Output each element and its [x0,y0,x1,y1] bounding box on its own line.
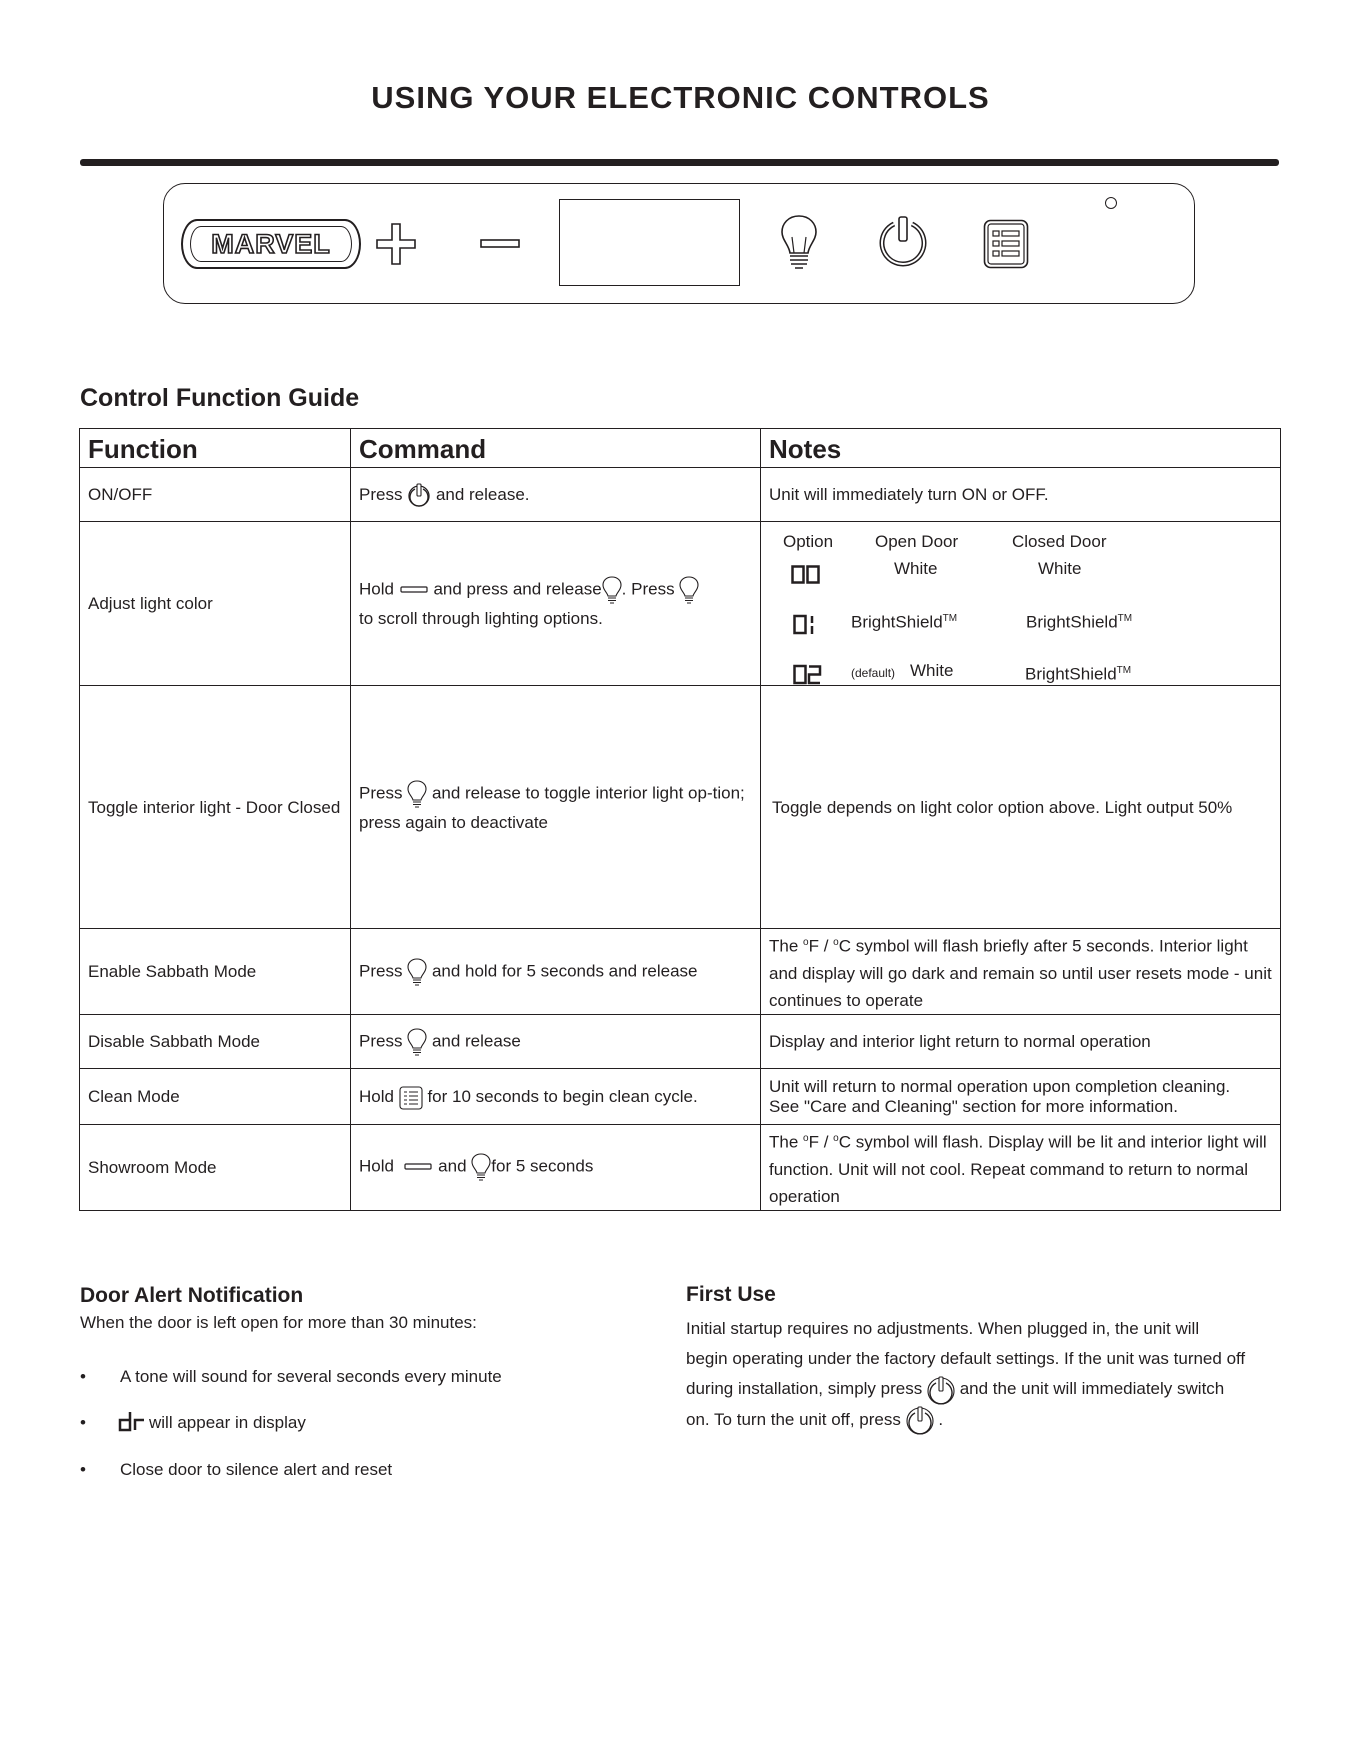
clean-mode-icon [399,1086,423,1110]
list-item: • Close door to silence alert and reset [80,1460,393,1479]
logo-text: MARVEL [211,228,331,259]
light-bulb-icon [407,779,427,809]
command-cell: Press and release. [351,468,761,522]
minus-icon [403,1162,433,1172]
table-header-row [80,429,1281,468]
power-icon [927,1375,955,1405]
table-row [80,1015,1281,1069]
command-cell: Press and hold for 5 seconds and release [351,929,761,1015]
notes-cell [761,522,1281,686]
function-cell: Enable Sabbath Mode [80,929,351,1015]
first-use-heading: First Use [686,1283,776,1306]
header-command: Command [351,429,761,468]
display-code-00 [791,565,821,585]
notes-cell: Unit will immediately turn ON or OFF. [761,468,1281,522]
function-cell: Clean Mode [80,1069,351,1125]
notes-cell: The $^o$F / $^o$C symbol will flash briefly after 5 seconds. Interior light and display will go dark and remain so until user resets mode - unit continues to operate [761,929,1281,1015]
panel-display [559,199,740,286]
light-bulb-icon [407,957,427,987]
title-divider [80,159,1279,166]
header-notes: Notes [761,429,1281,468]
light-bulb-icon [407,1027,427,1057]
light-bulb-icon [679,575,699,605]
option-00-closed: White [1038,559,1082,578]
option-02-open: White [910,661,954,680]
option-02-closed: BrightShield™ [1025,664,1132,684]
minus-icon [480,238,522,250]
notes-cell: Display and interior light return to normal operation [761,1015,1281,1069]
function-cell: Disable Sabbath Mode [80,1015,351,1069]
table-row [80,686,1281,929]
power-icon [906,1405,934,1435]
light-bulb-icon [779,213,819,271]
power-icon [878,215,928,267]
table-row [80,1069,1281,1125]
command-cell: Hold and press and release . Press to scroll through lighting options. [351,522,761,686]
page-title: USING YOUR ELECTRONIC CONTROLS [371,80,990,115]
command-cell: Hold and for 5 seconds [351,1125,761,1211]
option-00-open: White [894,559,938,578]
light-options-grid [761,522,1280,684]
light-bulb-icon [602,575,622,605]
table-row [80,468,1281,522]
option-02-default: (default) [851,666,896,680]
table-row [80,522,1281,686]
light-bulb-icon [471,1152,491,1182]
header-function: Function [80,429,351,468]
display-code-02 [793,664,823,686]
minus-icon [399,585,429,595]
command-cell: Hold for 10 seconds to begin clean cycle. [351,1069,761,1125]
door-alert-heading: Door Alert Notification [80,1284,304,1307]
indicator-led [1105,197,1117,209]
option-01-open: BrightShield™ [851,612,958,632]
guide-heading: Control Function Guide [80,384,360,412]
list-item: • will appear in display [80,1413,306,1432]
col-open-label: Open Door [875,532,959,551]
function-cell: Toggle interior light - Door Closed [80,686,351,929]
option-01-closed: BrightShield™ [1026,612,1133,632]
table-row [80,1125,1281,1211]
function-cell: Showroom Mode [80,1125,351,1211]
notes-cell: Unit will return to normal operation upon completion cleaning. See "Care and Cleaning" section for more information. [761,1069,1281,1125]
plus-icon [375,222,417,266]
display-code-dr [118,1411,146,1433]
list-item: • A tone will sound for several seconds every minute [80,1367,502,1386]
display-code-01 [793,614,819,636]
notes-cell: Toggle depends on light color option above. Light output 50% [761,686,1281,929]
power-icon [407,482,431,508]
command-cell: Press and release [351,1015,761,1069]
notes-cell: The $^o$F / $^o$C symbol will flash. Display will be lit and interior light will function. Unit will not cool. Repeat command to return to normal operation [761,1125,1281,1211]
door-alert-intro: When the door is left open for more than 30 minutes: [80,1313,477,1332]
table-row [80,929,1281,1015]
clean-mode-icon [983,219,1029,269]
command-cell: Press and release to toggle interior light op-tion; press again to deactivate [351,686,761,929]
first-use-text: Initial startup requires no adjustments. When plugged in, the unit will begin operating under the factory default settings. If the unit was turned off during installation, simply press and the unit will immediately switch on. To turn the unit off, press . [686,1314,1286,1435]
col-closed-label: Closed Door [1012,532,1107,551]
control-function-table [79,428,1281,1211]
brand-logo [181,219,361,269]
function-cell: ON/OFF [80,468,351,522]
function-cell: Adjust light color [80,522,351,686]
col-option-label: Option [783,532,834,551]
